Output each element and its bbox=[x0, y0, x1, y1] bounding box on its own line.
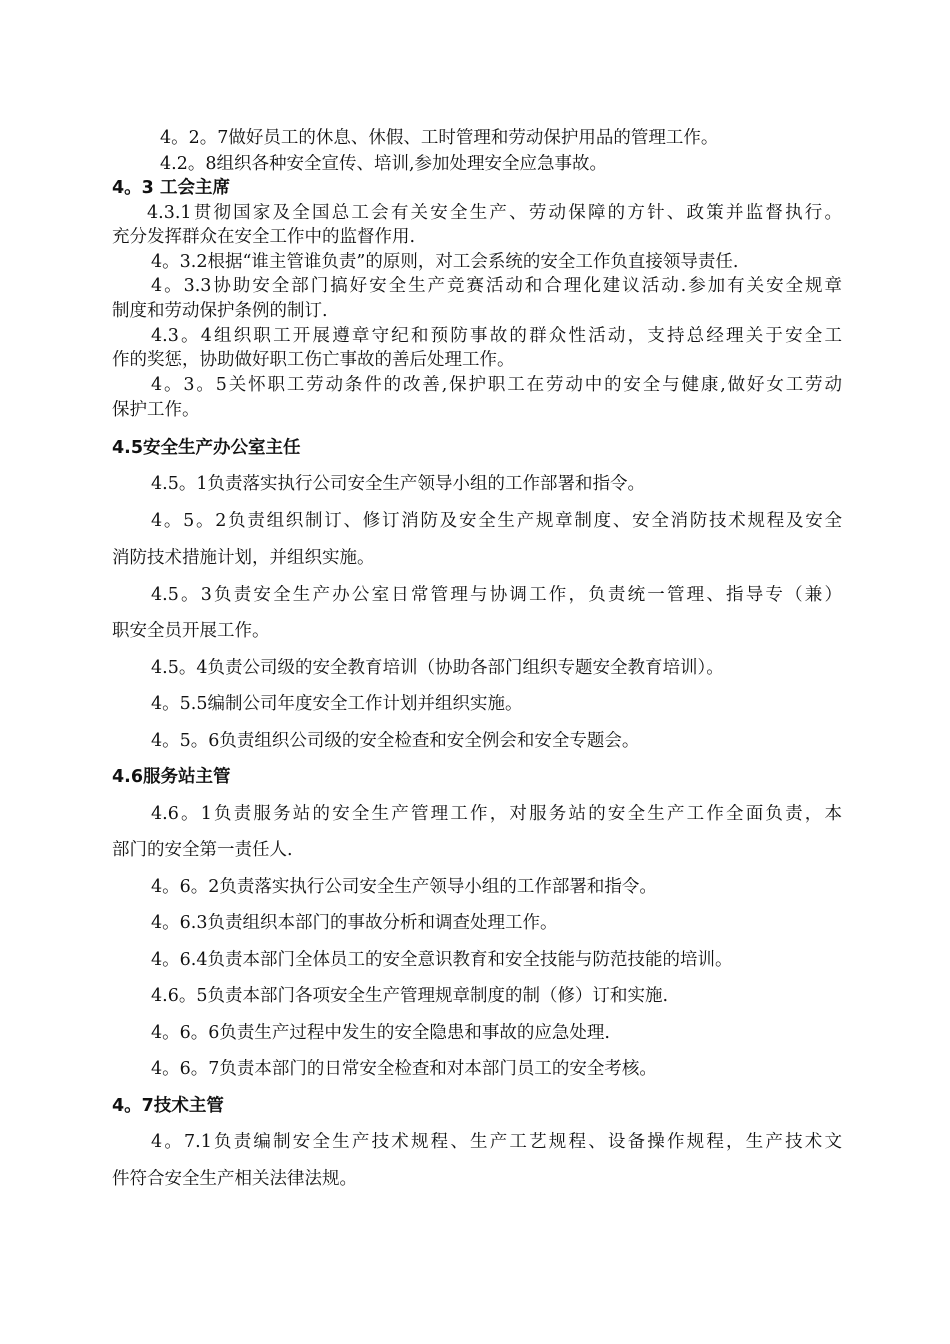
clause-4-6-1: 4.6。1负责服务站的安全生产管理工作，对服务站的安全生产工作全面负责，本 bbox=[151, 804, 842, 824]
clause-4-3-2: 4。3.2根据“谁主管谁负责”的原则，对工会系统的安全工作负直接领导责任. bbox=[151, 252, 739, 272]
section-heading-4-7: 4。7技术主管 bbox=[112, 1096, 224, 1116]
clause-4-6-6: 4。6。6负责生产过程中发生的安全隐患和事故的应急处理. bbox=[151, 1023, 610, 1043]
clause-4-2-7: 4。2。7做好员工的休息、休假、工时管理和劳动保护用品的管理工作。 bbox=[160, 128, 719, 148]
section-heading-4-5: 4.5安全生产办公室主任 bbox=[112, 438, 301, 458]
clause-4-5-2-continued: 消防技术措施计划，并组织实施。 bbox=[112, 548, 375, 568]
clause-4-3-3-continued: 制度和劳动保护条例的制订. bbox=[112, 301, 328, 321]
clause-4-7-1: 4。7.1负责编制安全生产技术规程、生产工艺规程、设备操作规程，生产技术文 bbox=[151, 1132, 842, 1152]
section-heading-4-3: 4。3 工会主席 bbox=[112, 178, 230, 198]
clause-4-3-4-continued: 作的奖惩，协助做好职工伤亡事故的善后处理工作。 bbox=[112, 350, 515, 370]
clause-4-7-1-continued: 件符合安全生产相关法律法规。 bbox=[112, 1169, 357, 1189]
clause-4-6-2: 4。6。2负责落实执行公司安全生产领导小组的工作部署和指令。 bbox=[151, 877, 657, 897]
clause-4-2-8: 4.2。8组织各种安全宣传、培训,参加处理安全应急事故。 bbox=[160, 154, 608, 174]
clause-4-6-7: 4。6。7负责本部门的日常安全检查和对本部门员工的安全考核。 bbox=[151, 1059, 657, 1079]
clause-4-6-5: 4.6。5负责本部门各项安全生产管理规章制度的制（修）订和实施. bbox=[151, 986, 669, 1006]
clause-4-3-5: 4。3。5关怀职工劳动条件的改善,保护职工在劳动中的安全与健康,做好女工劳动 bbox=[151, 375, 842, 395]
section-heading-4-6: 4.6服务站主管 bbox=[112, 767, 231, 787]
clause-4-5-3-continued: 职安全员开展工作。 bbox=[112, 621, 270, 641]
clause-4-5-1: 4.5。1负责落实执行公司安全生产领导小组的工作部署和指令。 bbox=[151, 474, 645, 494]
clause-4-5-4: 4.5。4负责公司级的安全教育培训（协助各部门组织专题安全教育培训）。 bbox=[151, 658, 724, 678]
clause-4-5-3: 4.5。3负责安全生产办公室日常管理与协调工作，负责统一管理、指导专（兼） bbox=[151, 585, 842, 605]
clause-4-6-3: 4。6.3负责组织本部门的事故分析和调查处理工作。 bbox=[151, 913, 558, 933]
clause-4-3-1-continued: 充分发挥群众在安全工作中的监督作用. bbox=[112, 227, 416, 247]
clause-4-5-5: 4。5.5编制公司年度安全工作计划并组织实施。 bbox=[151, 694, 523, 714]
clause-4-3-1: 4.3.1贯彻国家及全国总工会有关安全生产、劳动保障的方针、政策并监督执行。 bbox=[147, 203, 842, 223]
clause-4-3-5-continued: 保护工作。 bbox=[112, 400, 200, 420]
clause-4-6-4: 4。6.4负责本部门全体员工的安全意识教育和安全技能与防范技能的培训。 bbox=[151, 950, 733, 970]
clause-4-5-6: 4。5。6负责组织公司级的安全检查和安全例会和安全专题会。 bbox=[151, 731, 640, 751]
clause-4-6-1-continued: 部门的安全第一责任人. bbox=[112, 840, 293, 860]
clause-4-3-3: 4。3.3协助安全部门搞好安全生产竞赛活动和合理化建议活动.参加有关安全规章 bbox=[151, 276, 842, 296]
clause-4-3-4: 4.3。4组织职工开展遵章守纪和预防事故的群众性活动，支持总经理关于安全工 bbox=[151, 326, 842, 346]
clause-4-5-2: 4。5。2负责组织制订、修订消防及安全生产规章制度、安全消防技术规程及安全 bbox=[151, 511, 842, 531]
